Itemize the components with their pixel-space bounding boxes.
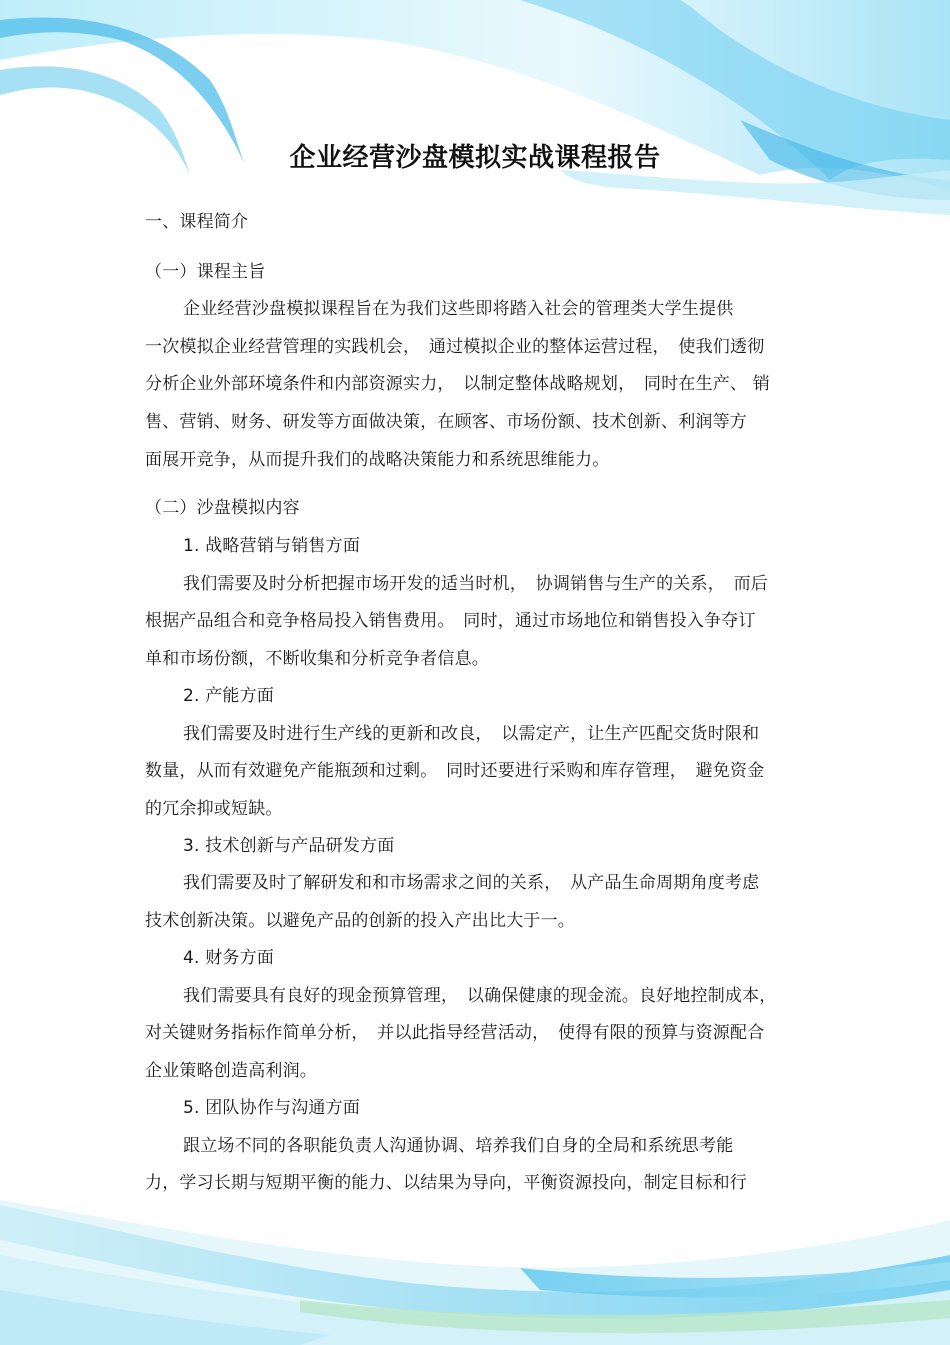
paragraph-line: 企业策略创造高利润。: [145, 1061, 317, 1081]
subsection-heading: （二）沙盘模拟内容: [145, 498, 300, 518]
paragraph-line: 我们需要及时分析把握市场开发的适当时机， 协调销售与生产的关系， 而后: [183, 574, 768, 594]
item-heading: 5. 团队协作与沟通方面: [183, 1098, 361, 1118]
paragraph-line: 技术创新决策。以避免产品的创新的投入产出比大于一。: [145, 911, 575, 931]
paragraph-line: 根据产品组合和竞争格局投入销售费用。 同时，通过市场地位和销售投入争夺订: [145, 611, 756, 631]
paragraph-line: 企业经营沙盘模拟课程旨在为我们这些即将踏入社会的管理类大学生提供: [183, 299, 734, 319]
paragraph-line: 的冗余抑或短缺。: [145, 799, 283, 819]
paragraph-line: 我们需要具有良好的现金预算管理， 以确保健康的现金流。良好地控制成本，: [183, 986, 777, 1006]
paragraph-line: 分析企业外部环境条件和内部资源实力， 以制定整体战略规划， 同时在生产、 销: [145, 374, 771, 394]
paragraph-line: 我们需要及时了解研发和和市场需求之间的关系， 从产品生命周期角度考虑: [183, 873, 760, 893]
paragraph-line: 面展开竞争，从而提升我们的战略决策能力和系统思维能力。: [145, 450, 610, 470]
paragraph-line: 我们需要及时进行生产线的更新和改良， 以需定产，让生产匹配交货时限和: [183, 724, 760, 744]
paragraph-line: 跟立场不同的各职能负责人沟通协调、培养我们自身的全局和系统思考能: [183, 1136, 734, 1156]
item-heading: 3. 技术创新与产品研发方面: [183, 836, 395, 856]
document-title: 企业经营沙盘模拟实战课程报告: [289, 143, 661, 173]
item-heading: 2. 产能方面: [183, 686, 275, 706]
paragraph-line: 力，学习长期与短期平衡的能力、以结果为导向，平衡资源投向，制定目标和行: [145, 1173, 747, 1193]
paragraph-line: 一次模拟企业经营管理的实践机会， 通过模拟企业的整体运营过程， 使我们透彻: [145, 337, 765, 357]
subsection-heading: （一）课程主旨: [145, 262, 266, 282]
paragraph-line: 售、营销、财务、研发等方面做决策，在顾客、市场份额、技术创新、利润等方: [145, 412, 747, 432]
paragraph-line: 数量，从而有效避免产能瓶颈和过剩。 同时还要进行采购和库存管理， 避免资金: [145, 761, 765, 781]
item-heading: 4. 财务方面: [183, 948, 275, 968]
paragraph-line: 对关键财务指标作简单分析， 并以此指导经营活动， 使得有限的预算与资源配合: [145, 1023, 765, 1043]
item-heading: 1. 战略营销与销售方面: [183, 536, 361, 556]
section-heading: 一、课程简介: [145, 212, 249, 232]
paragraph-line: 单和市场份额，不断收集和分析竞争者信息。: [145, 649, 489, 669]
